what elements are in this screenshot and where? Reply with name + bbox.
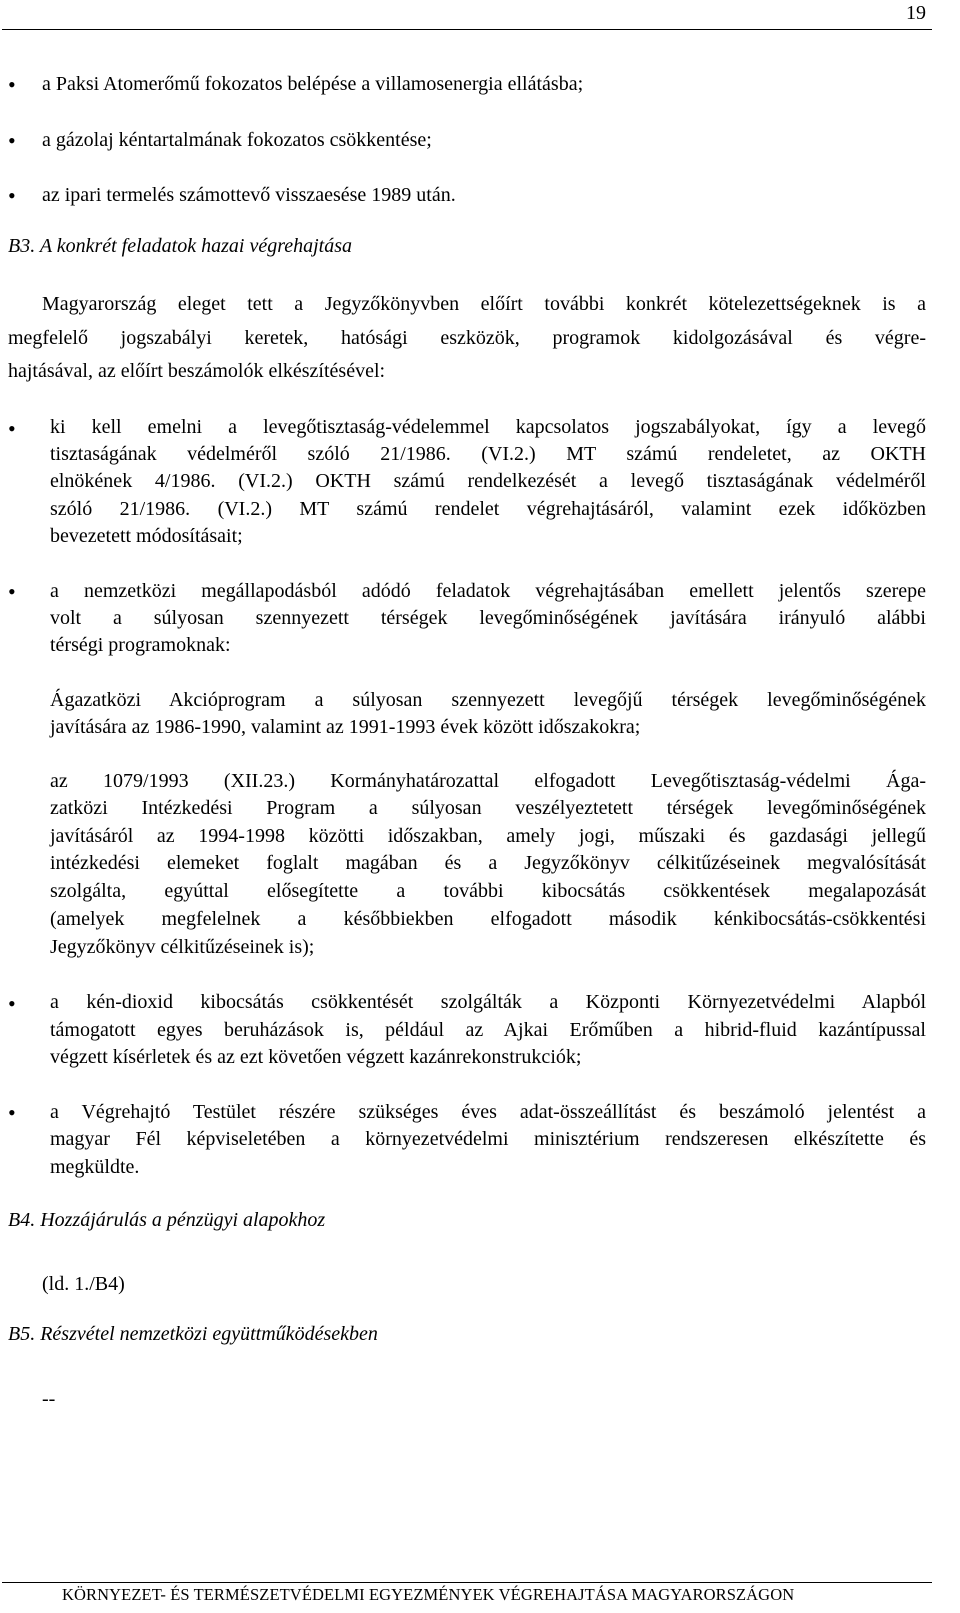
bullet-icon: • (8, 1100, 16, 1125)
bullet-line: a nemzetközi megállapodásból adódó feladatok végrehajtásában emellett jelentős szerepe (50, 580, 926, 602)
bullet-line: bevezetett módosításait; (50, 525, 243, 547)
paragraph-line: zatközi Intézkedési Program a súlyosan veszélyeztetett térségek levegőminőségének (50, 797, 926, 819)
list-item: az ipari termelés számottevő visszaesése 1989 után. (42, 184, 456, 206)
section-b4-body: (ld. 1./B4) (42, 1273, 125, 1295)
paragraph-line: Jegyzőkönyv célkitűzéseinek is); (50, 936, 315, 958)
section-heading-b4: B4. Hozzájárulás a pénzügyi alapokhoz (8, 1209, 326, 1231)
paragraph-line: megfelelő jogszabályi keretek, hatósági eszközök, programok kidolgozásával és végre- (8, 327, 926, 349)
bullet-line: a Végrehajtó Testület részére szükséges éves adat-összeállítást és beszámoló jelentést a (50, 1101, 926, 1123)
paragraph-line: javítására az 1986-1990, valamint az 1991-1993 évek között időszakokra; (50, 716, 641, 738)
paragraph-line: intézkedési elemeket foglalt magában és a Jegyzőkönyv célkitűzéseinek megvalósítását (50, 852, 926, 874)
bullet-icon: • (8, 72, 16, 97)
bullet-line: támogatott egyes beruházások is, például az Ajkai Erőműben a hibrid-fluid kazántípussal (50, 1019, 926, 1041)
bullet-line: végzett kísérletek és az ezt követően végzett kazánrekonstrukciók; (50, 1046, 582, 1068)
bullet-icon: • (8, 128, 16, 153)
bullet-icon: • (8, 416, 16, 441)
bullet-line: volt a súlyosan szennyezett térségek levegőminőségének javítására irányuló alábbi (50, 607, 926, 629)
paragraph-line: szolgálta, egyúttal elősegítette a további kibocsátás csökkentések megalapozását (50, 880, 926, 902)
bullet-icon: • (8, 579, 16, 604)
section-heading-b5: B5. Részvétel nemzetközi együttműködésekben (8, 1323, 378, 1345)
bullet-icon: • (8, 183, 16, 208)
list-item: a gázolaj kéntartalmának fokozatos csökkentése; (42, 129, 432, 151)
section-heading-b3: B3. A konkrét feladatok hazai végrehajtása (8, 235, 353, 257)
paragraph-line: Magyarország eleget tett a Jegyzőkönyvben előírt további konkrét kötelezettségeknek is a (42, 293, 926, 315)
section-b5-body: -- (42, 1388, 56, 1410)
bullet-line: szóló 21/1986. (VI.2.) MT számú rendelet végrehajtásáról, valamint ezek időközben (50, 498, 926, 520)
paragraph-line: hajtásával, az előírt beszámolók elkészítésével: (8, 360, 386, 382)
bullet-line: tisztaságának védelméről szóló 21/1986. (VI.2.) MT számú rendeletet, az OKTH (50, 443, 926, 465)
bullet-line: térségi programoknak: (50, 634, 231, 656)
bullet-line: a kén-dioxid kibocsátás csökkentését szolgálták a Központi Környezetvédelmi Alapból (50, 991, 926, 1013)
bullet-line: magyar Fél képviseletében a környezetvédelmi minisztérium rendszeresen elkészítette és (50, 1128, 926, 1150)
page-number: 19 (906, 2, 926, 24)
bullet-line: elnökének 4/1986. (VI.2.) OKTH számú rendelkezését a levegő tisztaságának védelméről (50, 470, 926, 492)
footer-text: KÖRNYEZET- ÉS TERMÉSZETVÉDELMI EGYEZMÉNYEK VÉGREHAJTÁSA MAGYARORSZÁGON (62, 1585, 795, 1604)
bullet-line: ki kell emelni a levegőtisztaság-védelemmel kapcsolatos jogszabályokat, így a levegő (50, 416, 926, 438)
paragraph-line: javításáról az 1994-1998 közötti időszakban, amely jogi, műszaki és gazdasági jellegű (50, 825, 926, 847)
bullet-line: megküldte. (50, 1156, 140, 1178)
footer-rule (2, 1582, 932, 1583)
paragraph-line: Ágazatközi Akcióprogram a súlyosan szennyezett levegőjű térségek levegőminőségének (50, 689, 926, 711)
header-rule (2, 29, 932, 30)
paragraph-line: az 1079/1993 (XII.23.) Kormányhatározattal elfogadott Levegőtisztaság-védelmi Ága- (50, 770, 926, 792)
bullet-icon: • (8, 991, 16, 1016)
list-item: a Paksi Atomerőmű fokozatos belépése a villamosenergia ellátásba; (42, 73, 584, 95)
paragraph-line: (amelyek megfelelnek a későbbiekben elfogadott második kénkibocsátás-csökkentési (50, 908, 926, 930)
